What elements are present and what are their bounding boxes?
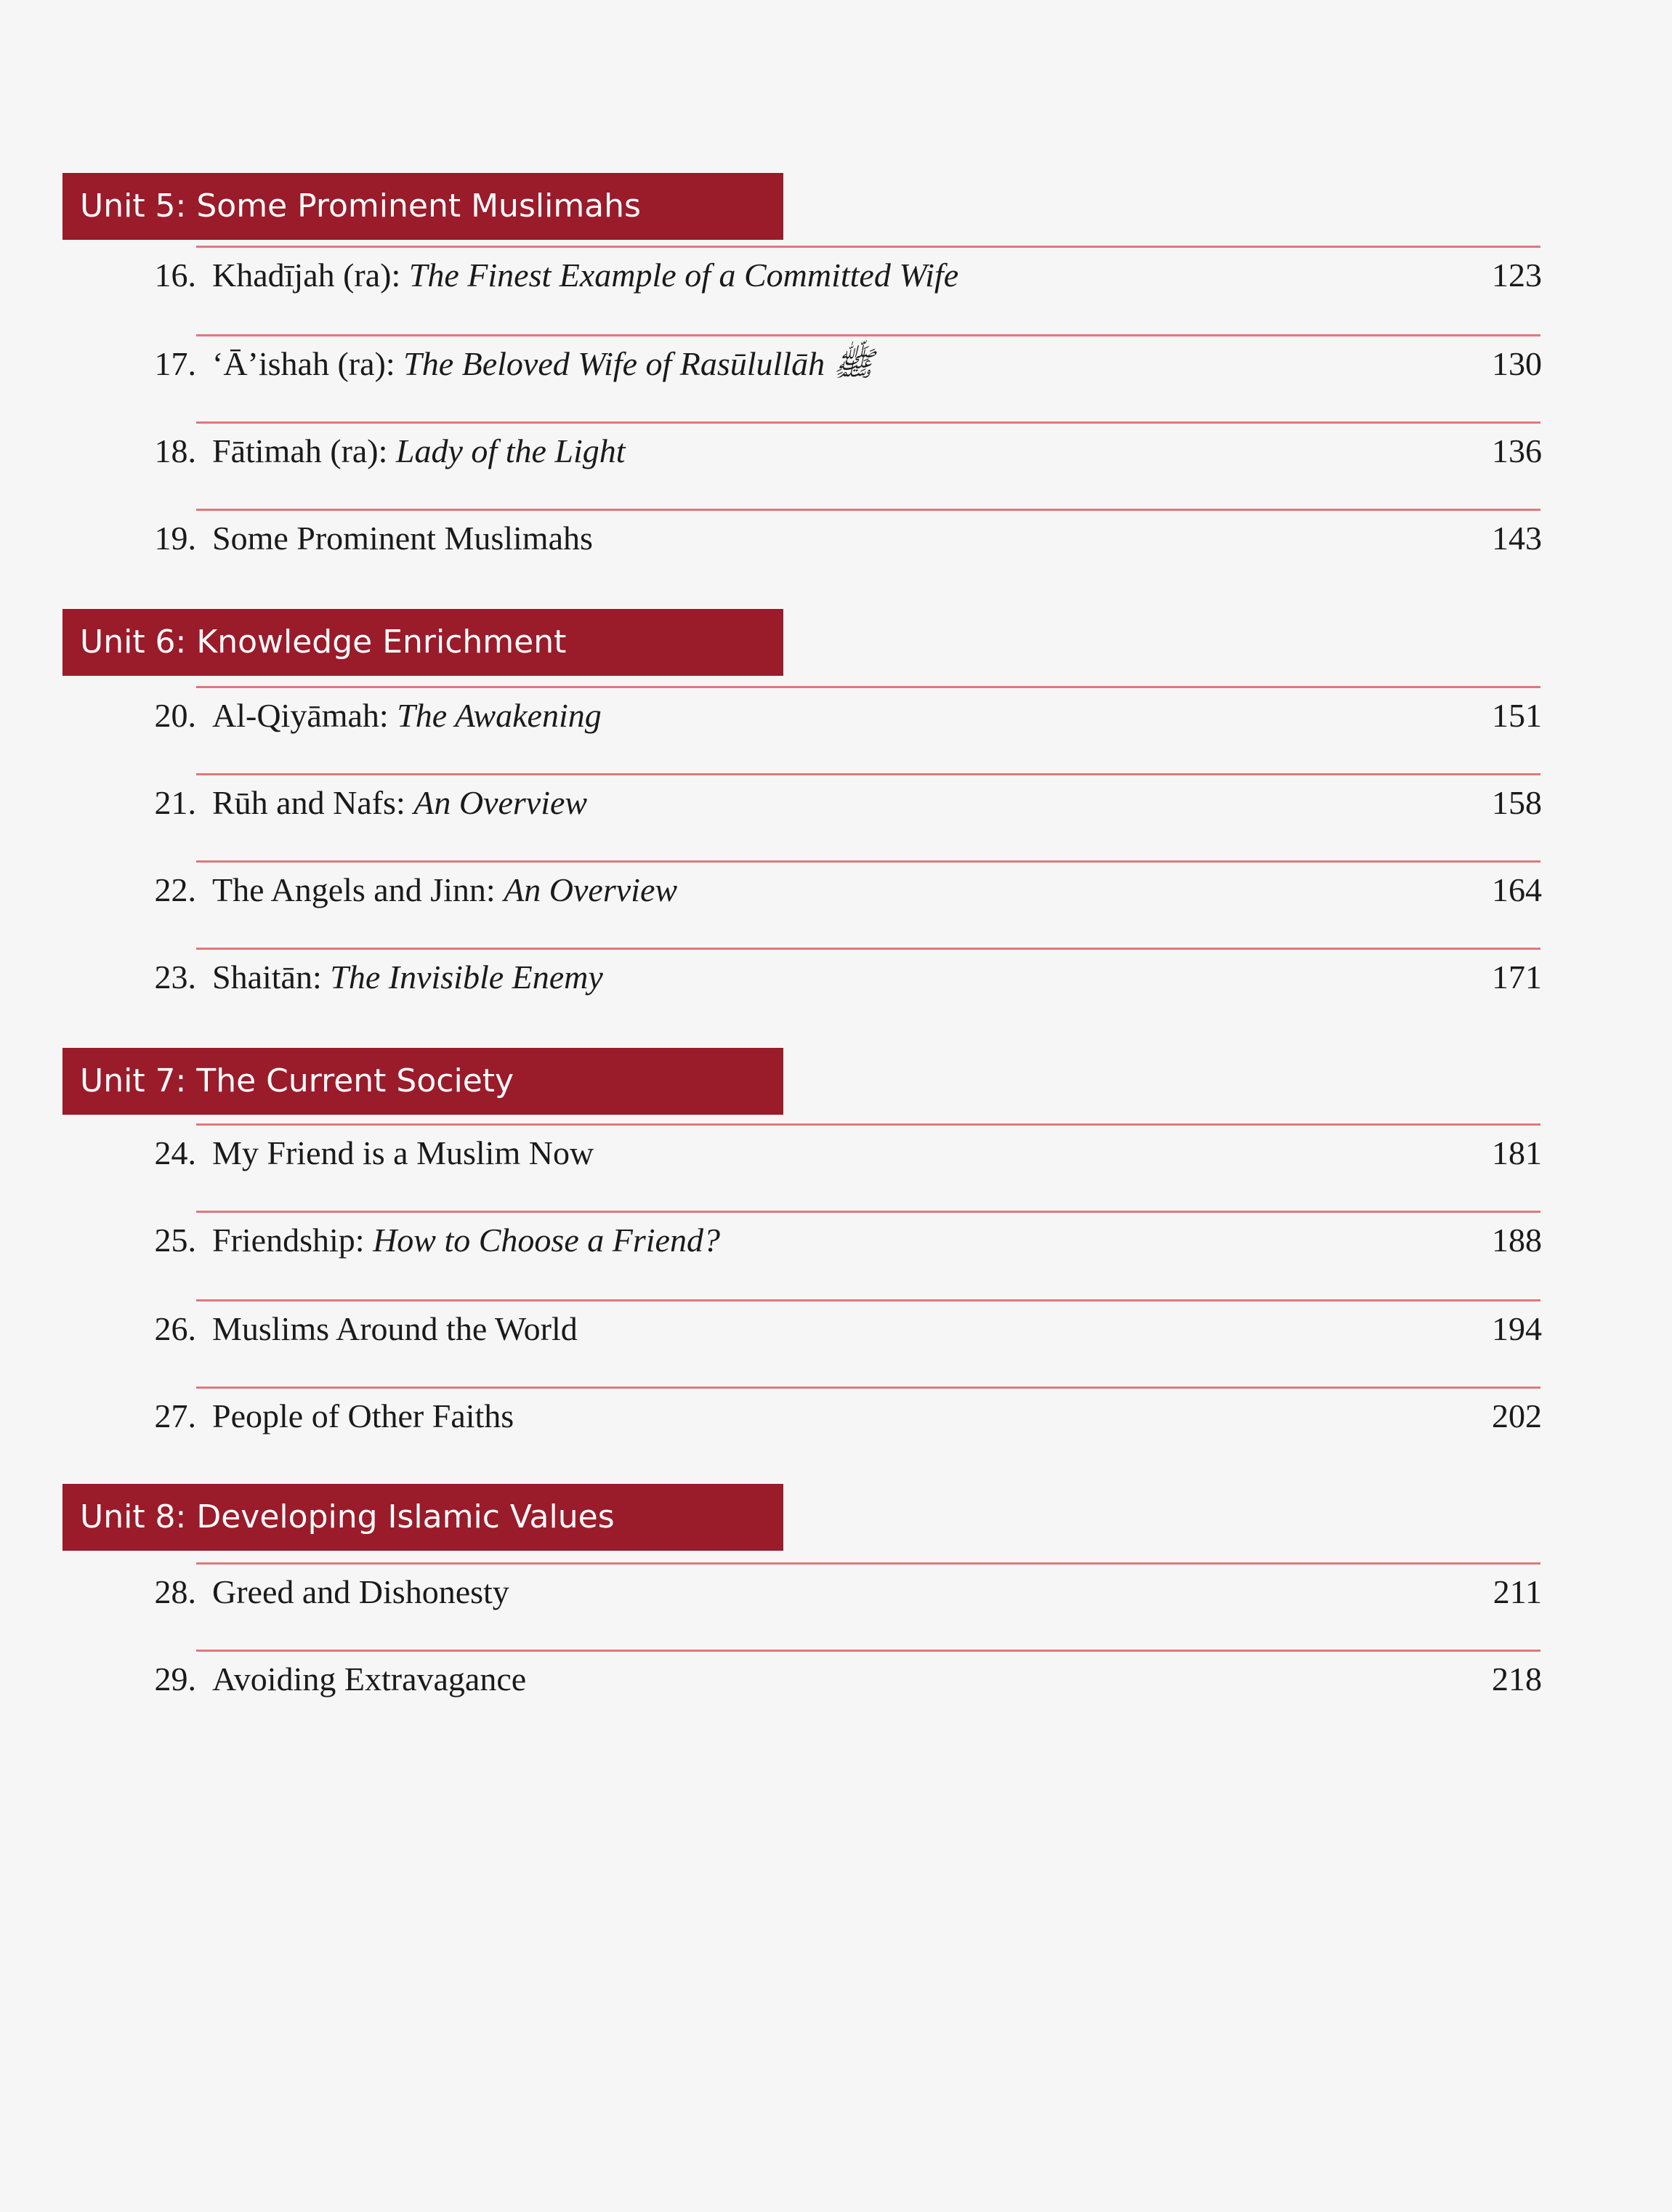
- divider: [196, 1211, 1540, 1213]
- entry-title-italic: Lady of the Light: [395, 432, 626, 469]
- toc-entry[interactable]: [116, 1567, 1542, 1618]
- divider: [196, 860, 1540, 863]
- toc-entry[interactable]: [116, 339, 1542, 389]
- entry-number: 24.: [154, 1134, 196, 1171]
- entry-page: 194: [1492, 1310, 1542, 1347]
- entry-title-italic: The Awakening: [397, 697, 602, 734]
- entry-number: 20.: [154, 697, 196, 734]
- unit-header: Unit 5: Some Prominent Muslimahs: [62, 173, 783, 240]
- entry-title-plain: Al-Qiyāmah:: [212, 697, 397, 734]
- entry-title-plain: Muslims Around the World: [212, 1310, 578, 1347]
- entry-title-plain: Greed and Dishonesty: [212, 1573, 509, 1610]
- entry-title: [196, 339, 873, 389]
- entry-title: [196, 1304, 578, 1355]
- toc-entry[interactable]: [116, 952, 1542, 1003]
- entry-title-plain: Rūh and Nafs:: [212, 784, 414, 821]
- divider: [196, 948, 1540, 950]
- toc-entry[interactable]: [116, 690, 1542, 741]
- entry-number: 25.: [154, 1222, 196, 1259]
- entry-number: 29.: [154, 1660, 196, 1698]
- entry-title-plain: Some Prominent Muslimahs: [212, 520, 593, 557]
- entry-page: 143: [1492, 520, 1542, 557]
- divider: [196, 686, 1540, 688]
- entry-page: 202: [1492, 1397, 1542, 1434]
- entry-title: [196, 952, 603, 1003]
- entry-title: [196, 1567, 509, 1618]
- entry-page: 136: [1492, 432, 1542, 469]
- divider: [196, 421, 1540, 424]
- unit-header: Unit 6: Knowledge Enrichment: [62, 609, 783, 676]
- divider: [196, 1386, 1540, 1389]
- toc-entry[interactable]: [116, 1391, 1542, 1442]
- entry-page: 158: [1492, 784, 1542, 821]
- entry-page: 211: [1493, 1573, 1542, 1610]
- entry-title-plain: The Angels and Jinn:: [212, 871, 504, 908]
- entry-title-plain: Friendship:: [212, 1222, 373, 1259]
- toc-entry[interactable]: [116, 778, 1542, 828]
- entry-number: 23.: [154, 958, 196, 996]
- divider: [196, 246, 1540, 248]
- entry-page: 218: [1492, 1660, 1542, 1698]
- entry-number: 22.: [154, 871, 196, 908]
- toc-entry[interactable]: [116, 1304, 1542, 1355]
- entry-title-plain: People of Other Faiths: [212, 1397, 514, 1434]
- entry-title: [196, 250, 958, 301]
- toc-entry[interactable]: [116, 250, 1542, 301]
- entry-number: 26.: [154, 1310, 196, 1347]
- entry-number: 18.: [154, 432, 196, 469]
- entry-title-plain: ‘Ā’ishah (ra):: [212, 345, 404, 382]
- entry-page: 123: [1492, 257, 1542, 294]
- divider: [196, 1299, 1540, 1301]
- divider: [196, 773, 1540, 775]
- unit-header: Unit 7: The Current Society: [62, 1048, 783, 1115]
- entry-title: [196, 1654, 526, 1705]
- entry-page: 164: [1492, 871, 1542, 908]
- entry-title-plain: My Friend is a Muslim Now: [212, 1134, 594, 1171]
- divider: [196, 1650, 1540, 1652]
- unit-header: Unit 8: Developing Islamic Values: [62, 1484, 783, 1551]
- entry-title-plain: Fātimah (ra):: [212, 432, 396, 469]
- toc-entry[interactable]: [116, 1654, 1542, 1705]
- toc-entry[interactable]: [116, 865, 1542, 916]
- entry-number: 28.: [154, 1573, 196, 1610]
- entry-title-italic: How to Choose a Friend?: [373, 1222, 720, 1259]
- divider: [196, 1123, 1540, 1126]
- entry-title: [196, 778, 587, 828]
- entry-title: [196, 865, 677, 916]
- entry-page: 171: [1492, 958, 1542, 996]
- toc-entry[interactable]: [116, 426, 1542, 477]
- entry-title-italic: The Finest Example of a Committed Wife: [408, 257, 959, 294]
- divider: [196, 334, 1540, 336]
- toc-entry[interactable]: [116, 1215, 1542, 1266]
- entry-title-plain: Khadījah (ra):: [212, 257, 409, 294]
- divider: [196, 1562, 1540, 1565]
- entry-page: 188: [1492, 1222, 1542, 1259]
- entry-title: [196, 1391, 514, 1442]
- entry-title-italic: An Overview: [413, 784, 588, 821]
- toc-entry[interactable]: [116, 513, 1542, 564]
- entry-title-italic: The Beloved Wife of Rasūlullāh ﷺ: [403, 345, 874, 382]
- entry-title: [196, 1128, 594, 1179]
- entry-title-italic: An Overview: [504, 871, 678, 908]
- entry-title: [196, 1215, 720, 1266]
- entry-number: 16.: [154, 257, 196, 294]
- divider: [196, 509, 1540, 511]
- entry-title: [196, 513, 593, 564]
- entry-page: 151: [1492, 697, 1542, 734]
- entry-number: 21.: [154, 784, 196, 821]
- entry-title: [196, 690, 602, 741]
- entry-number: 17.: [154, 345, 196, 382]
- entry-title-plain: Avoiding Extravagance: [212, 1660, 527, 1698]
- entry-page: 130: [1492, 345, 1542, 382]
- entry-number: 27.: [154, 1397, 196, 1434]
- entry-title-plain: Shaitān:: [212, 958, 331, 996]
- entry-title: [196, 426, 626, 477]
- entry-page: 181: [1492, 1134, 1542, 1171]
- entry-title-italic: The Invisible Enemy: [330, 958, 603, 996]
- toc-entry[interactable]: [116, 1128, 1542, 1179]
- entry-number: 19.: [154, 520, 196, 557]
